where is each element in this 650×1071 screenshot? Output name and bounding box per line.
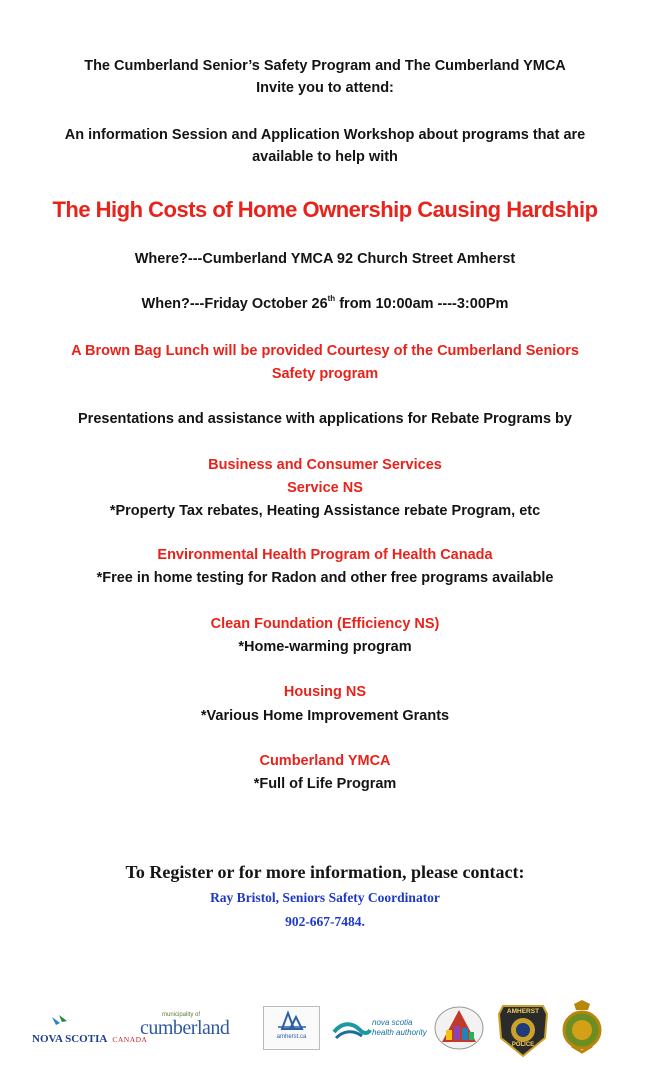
cumberland-text: cumberland — [140, 1017, 230, 1039]
when-line — [0, 296, 650, 312]
nsha-line1: nova scotia — [372, 1018, 413, 1027]
contact-phone: 902-667-7484. — [285, 914, 365, 929]
nsha-wave-icon — [332, 1016, 372, 1042]
amherst-police-logo — [497, 1002, 549, 1058]
when-text-after: from 10:00am ----3:00Pm — [335, 296, 509, 312]
provider-name: Cumberland YMCA — [259, 753, 391, 769]
provider-name: Business and Consumer Services — [208, 457, 442, 473]
provider-name: Clean Foundation (Efficiency NS) — [210, 616, 440, 632]
nova-scotia-logo — [32, 1013, 148, 1045]
seniors-program-icon — [434, 1006, 484, 1050]
sponsor-logos — [0, 1000, 650, 1060]
presentations-line: Presentations and assistance with applications for Rebate Programs by — [78, 411, 572, 427]
rcmp-crest-logo — [560, 1000, 604, 1056]
lunch-line-2: Safety program — [271, 366, 379, 382]
seniors-program-logo — [434, 1006, 484, 1050]
when-sup: th — [327, 294, 336, 303]
lunch-line-1: A Brown Bag Lunch will be provided Courtesy of the Cumberland Seniors — [71, 343, 579, 359]
contact-heading: To Register or for more information, please contact: — [125, 862, 525, 882]
headline: The High Costs of Home Ownership Causing Hardship — [52, 197, 598, 222]
amherst-logo — [263, 1006, 320, 1050]
nsha-line2: health authority — [372, 1028, 427, 1037]
provider-detail: *Property Tax rebates, Heating Assistance rebate Program, etc — [109, 503, 541, 519]
provider-name: Housing NS — [283, 684, 367, 700]
nova-scotia-text: NOVA SCOTIA — [32, 1033, 108, 1045]
intro-line-2: Invite you to attend: — [256, 80, 394, 96]
intro-line-1: The Cumberland Senior’s Safety Program and The Cumberland YMCA — [84, 58, 566, 74]
intro-line-3: An information Session and Application Workshop about programs that are — [64, 127, 586, 143]
nsha-logo — [332, 1016, 428, 1042]
rcmp-crest-icon — [560, 1000, 604, 1056]
police-top-text: AMHERST — [506, 1008, 540, 1015]
when-text: When?---Friday October 26 — [141, 296, 328, 312]
cumberland-logo — [140, 1012, 244, 1044]
provider-name-2: Service NS — [287, 480, 363, 496]
provider-detail: *Full of Life Program — [253, 776, 397, 792]
amherst-crest-icon — [264, 1007, 319, 1035]
where-line: Where?---Cumberland YMCA 92 Church Street Amherst — [134, 251, 516, 267]
municipality-text: municipality of — [162, 1012, 201, 1018]
canada-text: CANADA — [112, 1035, 148, 1044]
intro-line-4: available to help with — [252, 149, 398, 165]
provider-detail: *Various Home Improvement Grants — [200, 708, 450, 724]
amherst-text: amherst.ca — [276, 1034, 307, 1040]
provider-detail: *Free in home testing for Radon and other free programs available — [96, 570, 554, 586]
police-bottom-text: POLICE — [511, 1042, 535, 1048]
provider-name: Environmental Health Program of Health Canada — [157, 547, 493, 563]
provider-detail: *Home-warming program — [238, 639, 412, 655]
contact-name: Ray Bristol, Seniors Safety Coordinator — [210, 890, 440, 905]
